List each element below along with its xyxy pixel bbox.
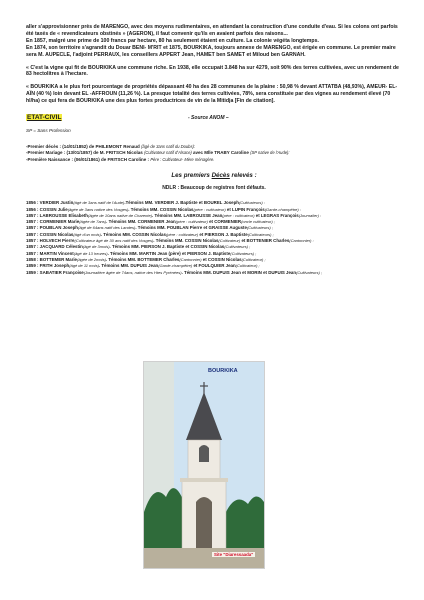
death-record: 1858 : BOTTEMER Marie(âgée de 2mois). Témoins MM. BOTTEMER Charles(Cantonnier) et COSSIN Nicolas(Cultivateur) ; — [26, 256, 266, 262]
first-record-line: -Premier décès : (14/01/1852) de PHILEMONT Renaud (âgé de 3ans natif du Doubs): — [26, 144, 195, 150]
abbreviation-note: SP = Sans Profession — [26, 128, 71, 134]
death-record: 1857 : POUBLAN Joseph(âgé de 64ans natif des Landes). Témoins MM. POUBLAN Pierre et GRAISSE Auguste(Cultivateurs) ; — [26, 225, 273, 231]
first-record-line: -Première Naissance : (06/01/1861) de FRITSCH Caroline : Père : Cultivateur- Mère ménagère. — [26, 156, 215, 162]
intro-paragraph: « C'est la vigne qui fit de BOURKIKA une commune riche. En 1938, elle occupait 3.848 ha sur 4279, soit 90% des terres cultivées, avec un rendement de 83 hectolitres à l'hectare. — [26, 64, 399, 78]
intro-paragraph: « BOURKIKA a le plus fort pourcentage de propriétés dépassant 40 ha des 28 communes de la plaine : 50,98 % devant ATTATBA (48,93%), AMEUR- EL-AÏN (40 %) loin devant EL -AFFROUN (11,26 %). La presque totalité des terres cultivées, 78%, sera constituée par des vignes au rendement élevé (70 hl/ha) ce qui fera de BOURKIKA une des plus fortes productrices de vin de la Mitidja [Fin de citation]. — [26, 84, 398, 105]
photo-title: BOURKIKA — [208, 368, 238, 374]
church-tower-picture — [144, 362, 264, 568]
death-record: 1857 : LABROUSSE Elisabeth(âgée de 10ans native de Charente). Témoins MM. LABROUSSE Jean(père : cultivateur) et LEGRAS François(Journalier) : — [26, 212, 322, 218]
death-record: 1859 : SABATIER Françoise(Journalière âgée de 74ans, native des Htes Pyrénées). Témoins MM. DUPUIS Jean et MORIN et DUPUIS Jean(Cultivateurs) ; — [26, 269, 323, 275]
first-record-line: -Premier Mariage : (13/01/1857) de M. FRITSCH Nicolas (Cultivateur natif d'Alsace) avec Mlle TRABY Caroline (SP native de l'Aude): — [26, 150, 290, 156]
death-record: 1857 : MARTIN Vincent(âgé de 13 heures). Témoins MM. MARTIN Jean (père) et PIERSON J. Baptiste(Cultivateurs) ; — [26, 250, 257, 256]
death-records — [26, 200, 402, 276]
death-record: 1857 : JACQUARD Célestin(âgé de 3mois). Témoins MM. PIERSON J. Baptiste et COSSIN Nicolas(Cultivateurs) ; — [26, 244, 251, 250]
death-record: 1856 : COSSIN Julie(âgée de 3ans native des Vosges). Témoins MM. COSSIN Nicolas(père : cultivateur) et LUPIN François(Garde-champêtre) : — [26, 206, 301, 212]
document-page — [26, 24, 402, 276]
intro-paragraph: En 1857, malgré une prime de 100 francs par hectare, 80 ha seulement étaient en culture. La colonie végéta longtemps. — [26, 37, 319, 44]
deaths-heading: Les premiers Décès relevés : — [171, 172, 257, 180]
death-record: 1859 : FRITH Joseph(âgé de 11 mois). Témoins MM. DUPUIS Jean(Garde-champêtre) et FOULQUIER Jean(Cultivateur) ; — [26, 263, 260, 269]
intro-text — [26, 24, 402, 105]
source-note: - Source ANOM – — [188, 115, 229, 122]
death-record: 1856 : VERDIER Justin(âgé de 3ans natif de l'Aude).Témoins MM. VERDIER J. Baptiste et BOUREL Joseph(Cultivateurs) : — [26, 200, 265, 206]
etat-civil-header — [26, 114, 402, 124]
section-title: ETAT-CIVIL — [27, 114, 62, 122]
intro-paragraph: En 1874, son territoire s'agrandit du Douar BENI- M'RIT et 1875, BOURKIKA, toujours annexe de MARENGO, est érigée en commune. Le premier maire sera M. AUPECLE, l'adjoint PERRAUX, les conseillers APPERT Jean, HAMET ben SAMET et Miloud ben GARNAH. — [26, 44, 396, 58]
editor-note: NDLR : Beaucoup de registres font défauts. — [162, 185, 266, 192]
death-record: 1857 : CORMENIER Marie(âgée de 7ans). Témoins MM. CORMENIER Jean(père : cultivateur) et CORMENIER(oncle cultivateur) ; — [26, 219, 275, 225]
intro-paragraph: aller s'approvisionner près de MARENGO, avec des moyens rudimentaires, en attendant la construction d'une conduite d'eau. Si les colons ont parfois été taxés de « revendicateurs obstinés » (AGERON), il faut convenir qu'ils en avaient parfois des raisons... — [26, 24, 398, 37]
bourkika-photo — [143, 361, 265, 569]
death-record: 1857 : HOLVECH Pierre(Cultivateur âgé de 30 ans natif des Vosges). Témoins MM. COSSIN Nicolas(Cultivateur) et BOTTENIER Charles(Cantonnier) : — [26, 238, 314, 244]
first-records — [26, 144, 402, 163]
photo-caption: Site "Diaressaada" — [214, 552, 254, 557]
death-record: 1857 : COSSIN Nicolas(âgé d'un mois). Témoins MM. COSSIN Nicolas(père : cultivateur) et PIERSON J. Baptiste(Cultivateurs) ; — [26, 231, 274, 237]
